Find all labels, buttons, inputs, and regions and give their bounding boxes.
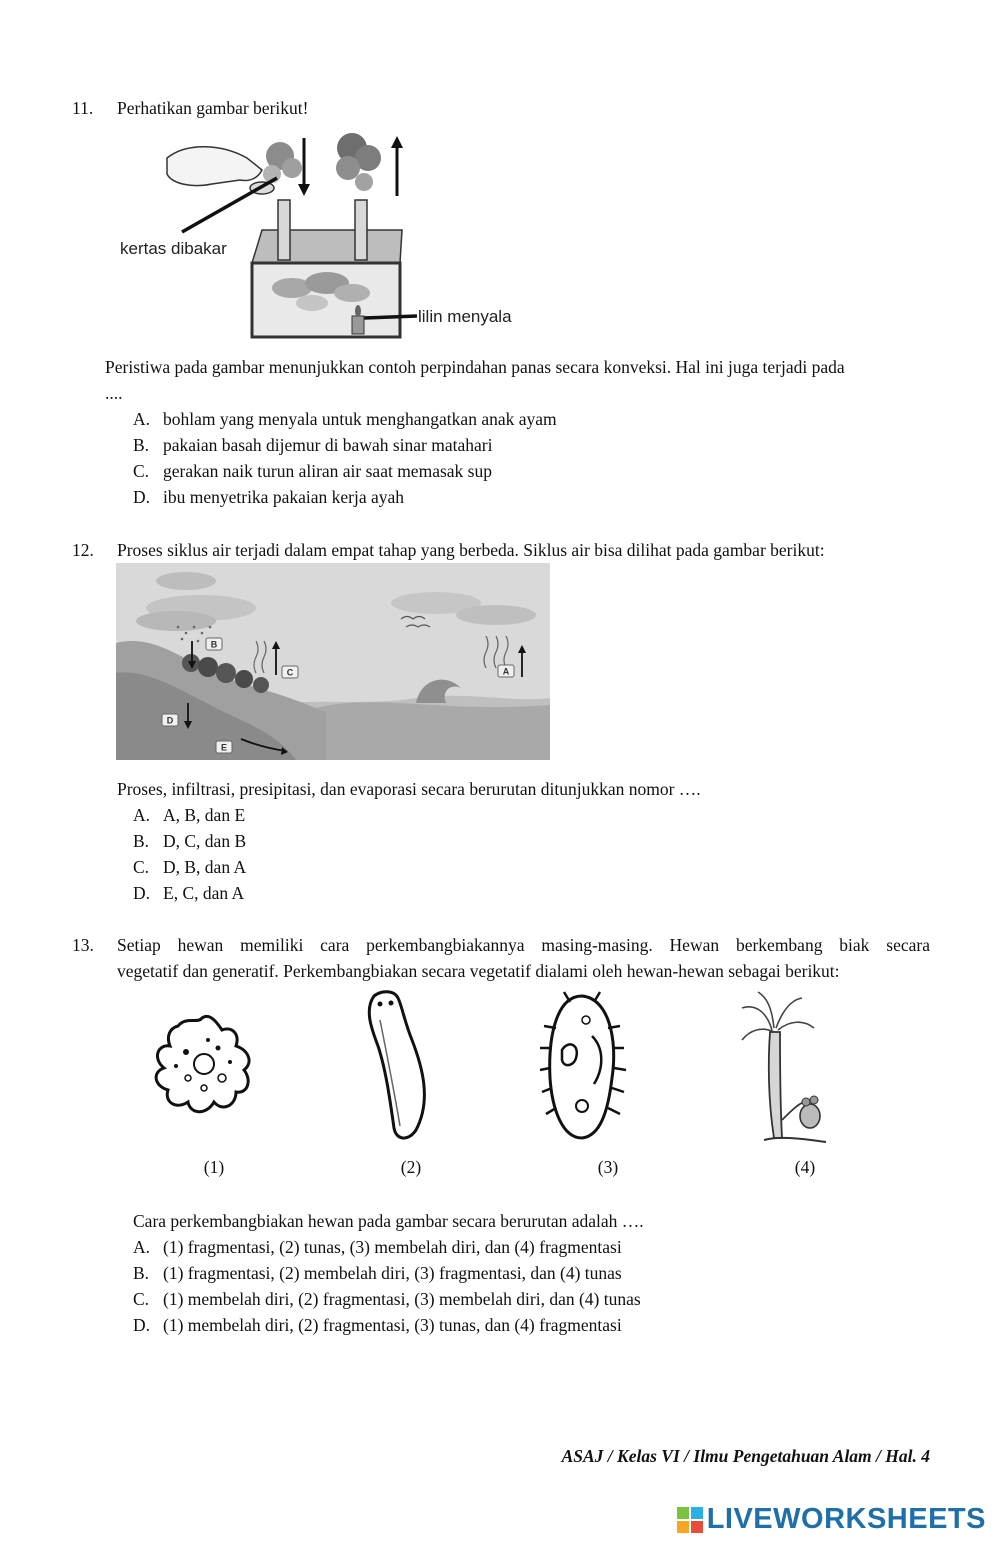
q13-option-a[interactable]: (1) fragmentasi, (2) tunas, (3) membelah diri, dan (4) fragmentasi [163,1237,622,1257]
q11-option-b-letter: B. [133,435,150,455]
animal-label-4: (4) [794,1157,816,1177]
q13-stem: Cara perkembangbiakan hewan pada gambar secara berurutan adalah …. [133,1211,644,1231]
q12-option-a[interactable]: A, B, dan E [163,805,246,825]
q12-option-b[interactable]: D, C, dan B [163,831,247,851]
q12-options [133,802,533,906]
liveworksheets-brand[interactable] [677,1503,986,1536]
q11-option-d[interactable]: ibu menyetrika pakaian kerja ayah [163,487,405,507]
q12-stem: Proses, infiltrasi, presipitasi, dan evaporasi secara berurutan ditunjukkan nomor …. [117,779,701,799]
q11-option-c[interactable]: gerakan naik turun aliran air saat memasak sup [163,461,492,481]
liveworksheets-logo-icon [677,1507,703,1533]
page-footer: ASAJ / Kelas VI / Ilmu Pengetahuan Alam / Hal. 4 [561,1446,930,1466]
q12-option-d[interactable]: E, C, dan A [163,883,245,903]
q12-option-a-letter: A. [133,805,151,825]
q13-option-d[interactable]: (1) membelah diri, (2) fragmentasi, (3) tunas, dan (4) fragmentasi [163,1315,622,1335]
label-lilin-menyala: lilin menyala [418,307,512,326]
q11-option-d-letter: D. [133,487,151,507]
liveworksheets-wordmark: LIVEWORKSHEETS [706,1503,986,1535]
q11-option-a-letter: A. [133,409,151,429]
label-d: D [166,715,174,726]
q13-number: 13. [72,935,94,955]
q11-stem-line2: .... [105,383,123,403]
q11-options [133,406,833,510]
q13-prompt-line2: vegetatif dan generatif. Perkembangbiakan secara vegetatif dialami oleh hewan-hewan sebagai berikut: [117,961,840,981]
q13-options [133,1234,833,1338]
q11-option-b[interactable]: pakaian basah dijemur di bawah sinar matahari [163,435,493,455]
q12-option-b-letter: B. [133,831,150,851]
q13-option-c-letter: C. [133,1289,150,1309]
q12-option-c-letter: C. [133,857,150,877]
label-e: E [220,742,228,753]
q13-prompt-line1: Setiap hewan memiliki cara perkembangbiakannya masing-masing. Hewan berkembang biak secara [117,935,930,955]
paramecium-figure [538,988,628,1146]
q13-option-d-letter: D. [133,1315,151,1335]
label-c: C [286,667,294,678]
amoeba-figure [148,1012,260,1120]
water-cycle-figure [116,563,550,760]
animal-label-3: (3) [597,1157,619,1177]
q13-option-b-letter: B. [133,1263,150,1283]
q13-option-c[interactable]: (1) membelah diri, (2) fragmentasi, (3) membelah diri, dan (4) tunas [163,1289,641,1309]
animal-label-2: (2) [400,1157,422,1177]
hydra-figure [738,990,832,1150]
label-kertas-dibakar: kertas dibakar [120,239,227,258]
q12-option-c[interactable]: D, B, dan A [163,857,247,877]
q13-option-a-letter: A. [133,1237,151,1257]
convection-figure [112,128,512,340]
q11-stem-line1: Peristiwa pada gambar menunjukkan contoh perpindahan panas secara konveksi. Hal ini juga terjadi pada [105,357,845,377]
q12-option-d-letter: D. [133,883,151,903]
q11-prompt: Perhatikan gambar berikut! [117,98,309,118]
label-b: B [210,639,218,650]
q12-prompt: Proses siklus air terjadi dalam empat tahap yang berbeda. Siklus air bisa dilihat pada gambar berikut: [117,540,825,560]
label-a: A [502,666,510,677]
q11-option-a[interactable]: bohlam yang menyala untuk menghangatkan anak ayam [163,409,557,429]
q11-number: 11. [72,98,94,118]
q13-option-b[interactable]: (1) fragmentasi, (2) membelah diri, (3) fragmentasi, dan (4) tunas [163,1263,622,1283]
q11-option-c-letter: C. [133,461,150,481]
q12-number: 12. [72,540,94,560]
animal-label-1: (1) [203,1157,225,1177]
planaria-figure [360,990,436,1140]
